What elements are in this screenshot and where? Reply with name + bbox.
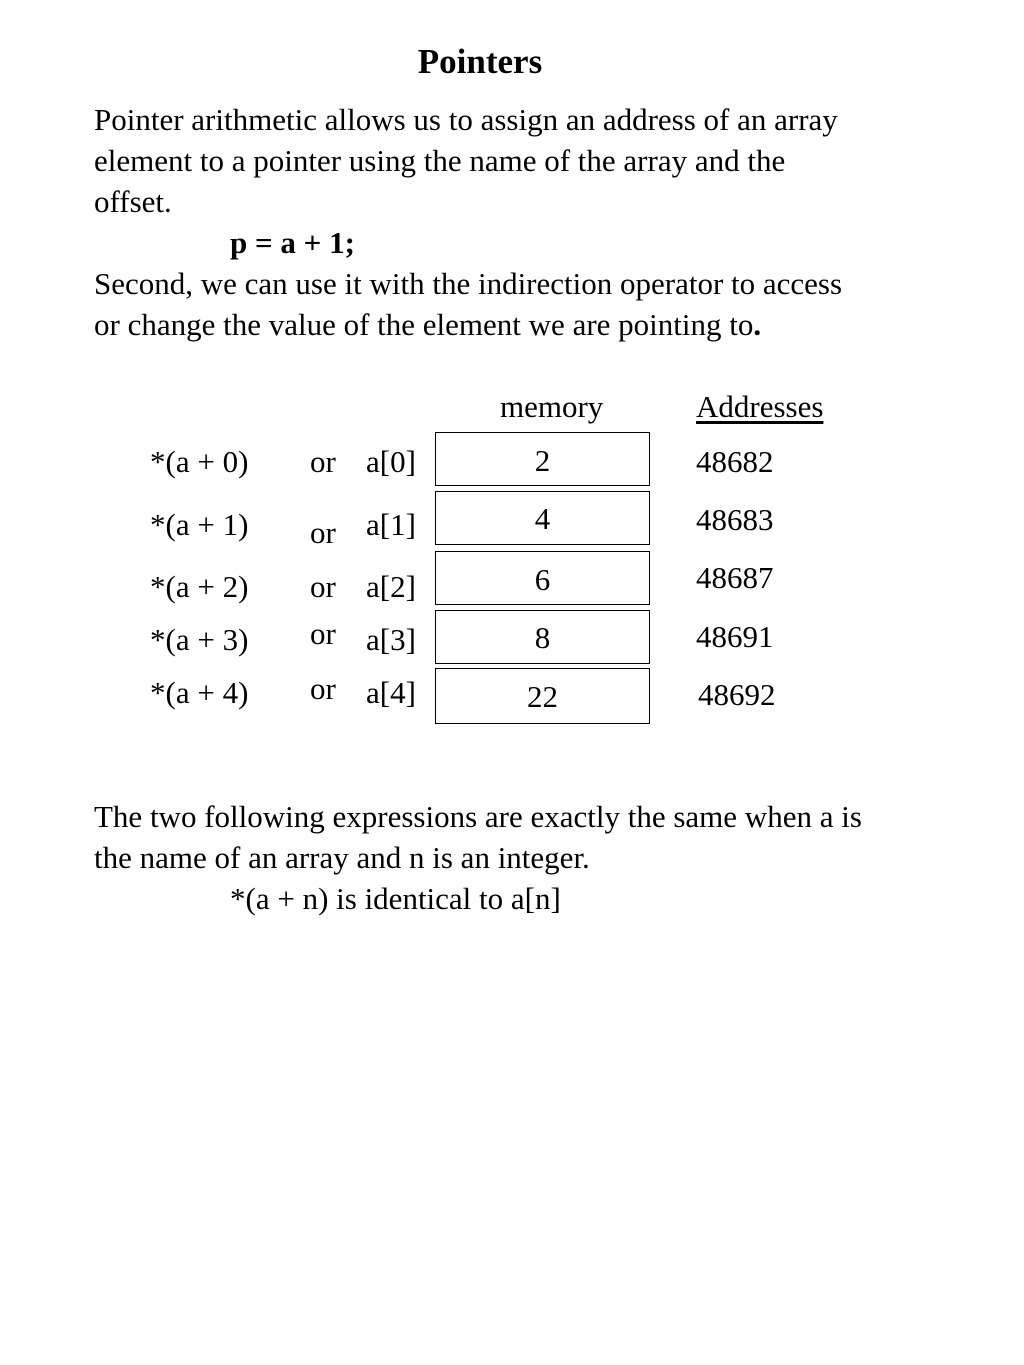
memory-address: 48683 (696, 502, 774, 537)
intro-line-1: Pointer arithmetic allows us to assign an address of an array (94, 102, 838, 137)
memory-cell (435, 491, 650, 545)
code-example: p = a + 1; (230, 225, 355, 260)
identity-statement: *(a + n) is identical to a[n] (230, 881, 561, 916)
pointer-expression: *(a + 3) (150, 622, 249, 657)
intro-line-2: element to a pointer using the name of the array and the (94, 143, 786, 178)
array-index: a[0] (366, 444, 416, 479)
memory-header: memory (500, 389, 604, 424)
second-line-2-text: or change the value of the element we are pointing to (94, 307, 754, 342)
pointer-expression: *(a + 4) (150, 675, 249, 710)
memory-value: 8 (534, 620, 551, 655)
memory-address: 48692 (698, 677, 776, 712)
memory-address: 48691 (696, 619, 774, 654)
array-index: a[3] (366, 622, 416, 657)
conclusion-line-2: the name of an array and n is an integer. (94, 840, 590, 875)
second-line-2-period: . (753, 307, 762, 342)
memory-value: 2 (534, 443, 551, 478)
memory-value: 22 (527, 679, 558, 714)
second-line-2 (94, 304, 761, 345)
memory-cell (435, 432, 650, 486)
memory-address: 48687 (696, 560, 774, 595)
intro-line-3: offset. (94, 184, 172, 219)
array-index: a[2] (366, 569, 416, 604)
or-label: or (310, 515, 336, 550)
memory-cell (435, 610, 650, 664)
memory-address: 48682 (696, 444, 774, 479)
pointer-expression: *(a + 2) (150, 569, 249, 604)
page-title: Pointers (417, 42, 543, 81)
pointer-expression: *(a + 1) (150, 507, 249, 542)
or-label: or (310, 444, 336, 479)
array-index: a[4] (366, 675, 416, 710)
or-label: or (310, 616, 336, 651)
or-label: or (310, 671, 336, 706)
pointer-expression: *(a + 0) (150, 444, 249, 479)
second-line-1: Second, we can use it with the indirection operator to access (94, 266, 843, 301)
conclusion-line-1: The two following expressions are exactly the same when a is (94, 799, 862, 834)
array-index: a[1] (366, 507, 416, 542)
memory-cell (435, 551, 650, 605)
or-label: or (310, 569, 336, 604)
memory-cell (435, 668, 650, 724)
memory-value: 4 (534, 501, 551, 536)
addresses-header: Addresses (696, 389, 824, 424)
memory-value: 6 (534, 562, 551, 597)
